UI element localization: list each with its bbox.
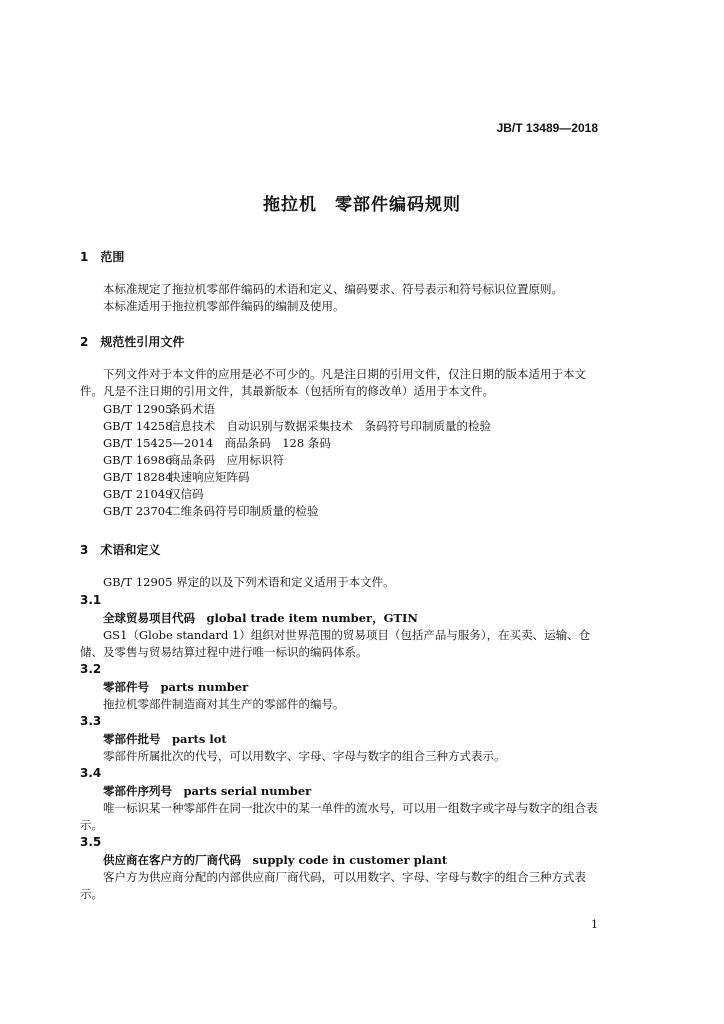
reference-title: 商品条码 128 条码	[224, 436, 331, 450]
reference-item	[103, 418, 491, 435]
references-intro-paragraph: 下列文件对于本文件的应用是必不可少的。凡是注日期的引用文件，仅注日期的版本适用于本文件。凡是不注日期的引用文件，其最新版本（包括所有的修改单）适用于本文件。	[80, 367, 586, 398]
page-number: 1	[591, 918, 598, 931]
reference-item	[103, 469, 250, 486]
term-heading: 全球贸易项目代码 global trade item number，GTIN	[103, 611, 418, 625]
reference-item	[103, 503, 319, 520]
reference-code: GB/T 14258	[103, 419, 173, 433]
standard-code: JB/T 13489—2018	[496, 121, 598, 135]
term-definition: 客户方为供应商分配的内部供应商厂商代码，可以用数字、字母、字母与数字的组合三种方式表示。	[80, 870, 586, 901]
term-heading: 零部件号 parts number	[103, 680, 249, 694]
reference-code: GB/T 21049	[103, 487, 173, 501]
term-heading: 供应商在客户方的厂商代码 supply code in customer plant	[103, 853, 448, 867]
term-definition: 唯一标识某一种零部件在同一批次中的某一单件的流水号，可以用一组数字或字母与数字的组合表示。	[80, 801, 598, 832]
term-heading: 零部件序列号 parts serial number	[103, 784, 312, 798]
clause-number: 3.1	[80, 593, 102, 607]
reference-item	[103, 486, 204, 503]
section-heading-normative-references: 2 规范性引用文件	[80, 335, 185, 349]
section-heading-scope: 1 范围	[80, 250, 125, 264]
terms-intro-paragraph: GB/T 12905 界定的以及下列术语和定义适用于本文件。	[103, 575, 395, 589]
reference-title: 信息技术 自动识别与数据采集技术 条码符号印制质量的检验	[169, 419, 491, 433]
term-definition: GS1（Globe standard 1）组织对世界范围的贸易项目（包括产品与服务），在买卖、运输、仓储、及零售与贸易结算过程中进行唯一标识的编码体系。	[80, 628, 591, 659]
reference-item	[103, 452, 284, 469]
reference-title: 商品条码 应用标识符	[169, 453, 284, 467]
scope-paragraph-2: 本标准适用于拖拉机零部件编码的编制及使用。	[103, 299, 345, 313]
clause-number: 3.5	[80, 835, 102, 849]
term-definition: 拖拉机零部件制造商对其生产的零部件的编号。	[103, 697, 345, 711]
reference-code: GB/T 12905	[103, 402, 173, 416]
reference-title: 二维条码符号印制质量的检验	[169, 504, 319, 518]
clause-number: 3.2	[80, 662, 102, 676]
reference-code: GB/T 15425—2014	[103, 436, 214, 450]
reference-title: 条码术语	[169, 402, 215, 416]
term-heading: 零部件批号 parts lot	[103, 732, 227, 746]
page-title: 拖拉机 零部件编码规则	[263, 195, 461, 215]
section-heading-terms: 3 术语和定义	[80, 543, 161, 557]
clause-number: 3.4	[80, 766, 102, 780]
term-definition: 零部件所属批次的代号，可以用数字、字母、字母与数字的组合三种方式表示。	[103, 749, 506, 763]
reference-title: 汉信码	[169, 487, 204, 501]
reference-code: GB/T 16986	[103, 453, 173, 467]
scope-paragraph-1: 本标准规定了拖拉机零部件编码的术语和定义、编码要求、符号表示和符号标识位置原则。	[103, 282, 563, 296]
reference-title: 快速响应矩阵码	[169, 470, 250, 484]
reference-code: GB/T 18284	[103, 470, 173, 484]
reference-code: GB/T 23704	[103, 504, 173, 518]
reference-item	[103, 401, 215, 418]
reference-item	[103, 435, 331, 452]
clause-number: 3.3	[80, 714, 102, 728]
